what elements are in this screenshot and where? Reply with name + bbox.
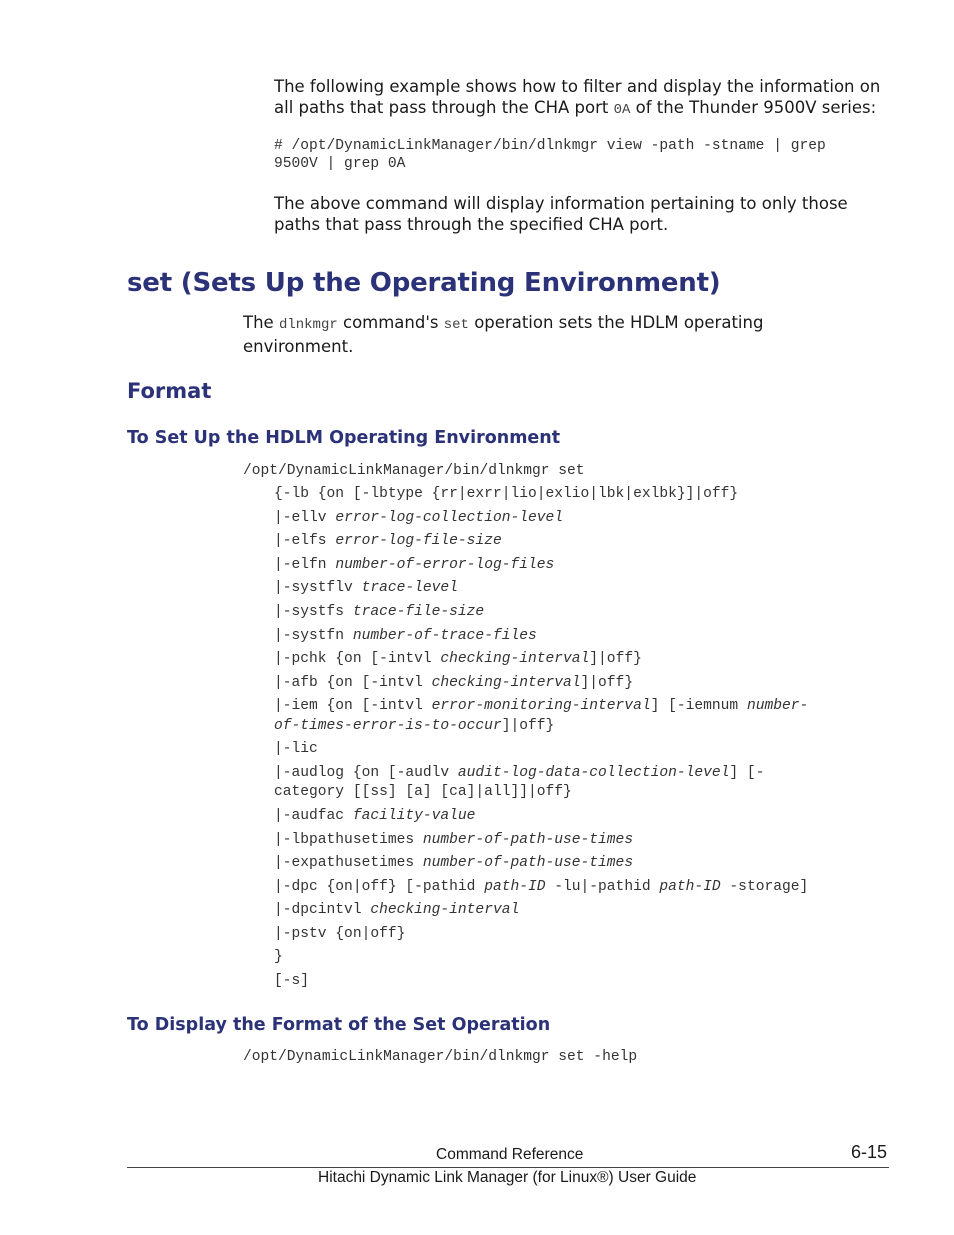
cha-port-code: 0A <box>613 102 631 118</box>
intro-paragraph-2: The above command will display information pertaining to only those paths that pass through the specified CHA port. <box>274 194 848 234</box>
syntax-line: |-systfs trace-file-size <box>274 604 485 620</box>
subheading-set-up: To Set Up the HDLM Operating Environment <box>127 428 561 448</box>
footer-divider <box>127 1167 889 1168</box>
syntax-line: |-ellv error-log-collection-level <box>274 510 564 526</box>
section-title: set (Sets Up the Operating Environment) <box>127 268 721 298</box>
help-command: /opt/DynamicLinkManager/bin/dlnkmgr set -help <box>243 1049 638 1065</box>
dlnkmgr-code: dlnkmgr <box>278 317 338 333</box>
syntax-line: |-systfn number-of-trace-files <box>274 628 537 644</box>
syntax-line: |-expathusetimes number-of-path-use-times <box>274 855 634 871</box>
syntax-line: [-s] <box>274 973 310 989</box>
syntax-line: category [[ss] [a] [ca]|all]]|off} <box>274 784 572 800</box>
syntax-line: |-pstv {on|off} <box>274 926 406 942</box>
intro-paragraph <box>274 76 894 121</box>
section-description: The dlnkmgr command's set operation sets the HDLM operating environment. <box>243 313 764 356</box>
syntax-line: |-lic <box>274 741 318 757</box>
syntax-line: |-lbpathusetimes number-of-path-use-times <box>274 832 634 848</box>
intro-line-2: all paths that pass through the CHA port 0A of the Thunder 9500V series: <box>274 98 877 118</box>
syntax-line: |-pchk {on [-intvl checking-interval]|off} <box>274 651 642 667</box>
footer-section-name: Command Reference <box>436 1146 584 1163</box>
syntax-line: |-elfn number-of-error-log-files <box>274 557 555 573</box>
syntax-line: |-iem {on [-intvl error-monitoring-interval] [-iemnum number- <box>274 698 809 714</box>
syntax-line: |-audlog {on [-audlv audit-log-data-collection-level] [- <box>274 765 765 781</box>
set-code: set <box>443 317 469 333</box>
syntax-line: |-audfac facility-value <box>274 808 476 824</box>
format-heading: Format <box>127 379 212 403</box>
syntax-line: |-dpc {on|off} [-pathid path-ID -lu|-pathid path-ID -storage] <box>274 879 809 895</box>
syntax-line: } <box>274 949 283 965</box>
syntax-line: |-elfs error-log-file-size <box>274 533 502 549</box>
page-number: 6-15 <box>851 1142 888 1162</box>
syntax-line: of-times-error-is-to-occur]|off} <box>274 718 555 734</box>
syntax-line: {-lb {on [-lbtype {rr|exrr|lio|exlio|lbk|exlbk}]|off} <box>274 486 739 502</box>
syntax-line: |-afb {on [-intvl checking-interval]|off} <box>274 675 634 691</box>
format-command: /opt/DynamicLinkManager/bin/dlnkmgr set <box>243 463 585 479</box>
footer-book-title: Hitachi Dynamic Link Manager (for Linux®) User Guide <box>318 1169 697 1186</box>
subheading-display-format: To Display the Format of the Set Operation <box>127 1015 551 1035</box>
syntax-line: |-systflv trace-level <box>274 580 458 596</box>
example-command: # /opt/DynamicLinkManager/bin/dlnkmgr view -path -stname | grep 9500V | grep 0A <box>274 138 826 172</box>
syntax-line: |-dpcintvl checking-interval <box>274 902 520 918</box>
intro-line-1: The following example shows how to filter and display the information on <box>274 77 881 96</box>
